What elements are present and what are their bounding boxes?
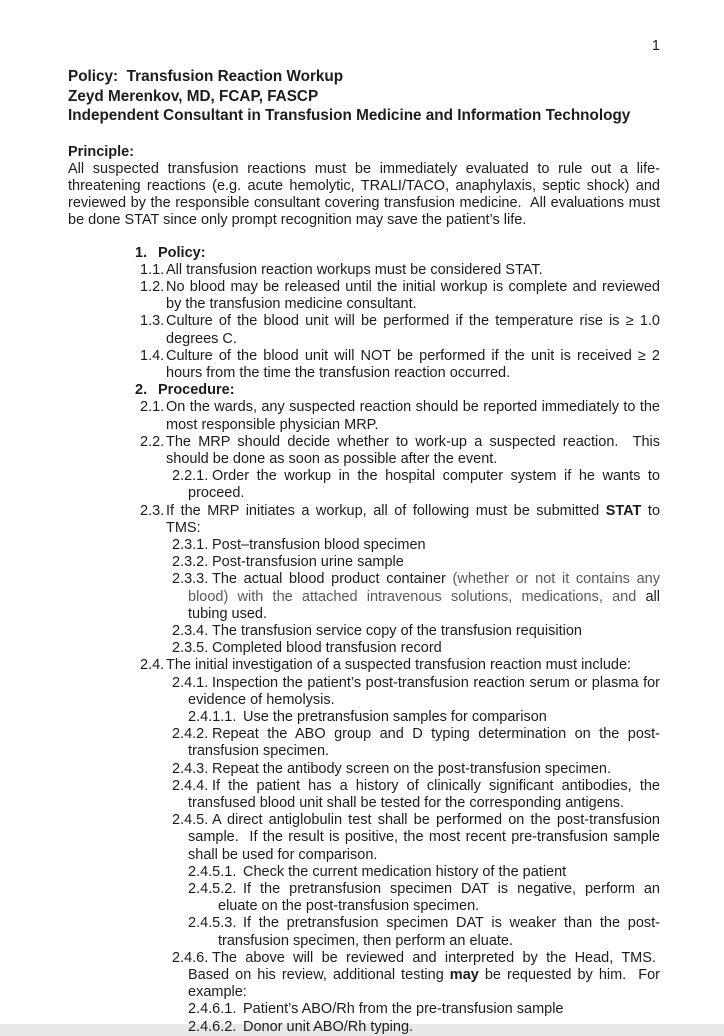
list-item-2-3-1 (172, 536, 660, 554)
list-item-text: be requested by him. For example: (188, 967, 660, 1001)
list-item-1-1 (140, 261, 660, 279)
list-item-number: 2.4.1. (172, 674, 209, 691)
list-item-2-3-5 (172, 640, 660, 657)
list-item-number: 2.2.1. (172, 468, 209, 485)
list-item-text: A direct antiglobulin test shall be performed on the post-transfusion sample. If the result is positive, the most recent pre-transfusion sample shall be used for comparison. (188, 812, 660, 863)
list-item-number: 2.3.4. (172, 622, 209, 639)
list-item-number: 2.4.5.3. (188, 915, 237, 932)
list-item-2-4-5-2 (188, 881, 660, 915)
list-item-text: Check the current medication history of the patient (243, 863, 567, 880)
list-item-text: The MRP should decide whether to work-up a suspected reaction. This should be done as soon as possible after the event. (166, 433, 660, 467)
list-item-number: 2.4.6.2. (188, 1018, 237, 1035)
list-item-text: Order the workup in the hospital computer system if he wants to proceed. (188, 468, 660, 502)
list-item-text: No blood may be released until the initial workup is complete and reviewed by the transfusion medicine consultant. (166, 278, 660, 313)
list-item-2-3-3 (172, 571, 660, 623)
list-item-1 (135, 244, 660, 262)
list-item-text: Donor unit ABO/Rh typing. (243, 1018, 414, 1035)
list-item-number: 1.2. (140, 278, 165, 295)
list-item-2-4-5-1 (188, 863, 660, 881)
list-item-text: Procedure: (158, 382, 235, 399)
principle-paragraph: All suspected transfusion reactions must be immediately evaluated to rule out a life-threatening reactions (e.g. acute hemolytic, TRALI/TACO, anaphylaxis, septic shock) and reviewed by the responsible consultant covering transfusion medicine. All evaluations must be done STAT since only prompt recognition may save the patient’s life. (68, 160, 660, 229)
list-item-2-4-5-3 (188, 915, 660, 949)
list-item-1-2 (140, 278, 660, 313)
list-item-text: STAT (605, 502, 642, 519)
list-item-2-3-4 (172, 622, 660, 640)
title-block (68, 67, 660, 126)
list-item-text: All transfusion reaction workups must be considered STAT. (166, 261, 543, 278)
list-item-number: 1. (135, 244, 148, 261)
page-number: 1 (651, 38, 660, 54)
list-item-text: Post–transfusion blood specimen (212, 536, 426, 553)
list-item-2 (135, 382, 660, 399)
list-item-text: Culture of the blood unit will be performed if the temperature rise is ≥ 1.0 degrees C. (166, 313, 660, 347)
list-item-number: 2.4.5. (172, 812, 209, 829)
list-item-2-4-2 (172, 726, 660, 760)
author-role-line: Independent Consultant in Transfusion Medicine and Information Technology (68, 107, 631, 124)
list-item-text: Post-transfusion urine sample (212, 554, 404, 571)
list-item-number: 2.4.6.1. (188, 1001, 237, 1018)
list-item-number: 2.4.3. (172, 760, 209, 777)
list-item-text: If the pretransfusion specimen DAT is negative, perform an eluate on the post-transfusion specimen. (218, 881, 660, 915)
list-item-text: Inspection the patient’s post-transfusion reaction serum or plasma for evidence of hemolysis. (188, 674, 660, 708)
list-item-text: The actual blood product container (212, 571, 453, 588)
policy-procedure-list (68, 245, 660, 1036)
list-item-2-4-5 (172, 812, 660, 864)
list-item-number: 2.4. (140, 657, 165, 674)
list-item-number: 2.4.1.1. (188, 709, 237, 725)
list-item-2-4 (140, 657, 660, 674)
list-item-number: 2.2. (140, 433, 165, 450)
list-item-number: 1.3. (140, 313, 165, 330)
principle-heading: Principle: (68, 143, 135, 160)
list-item-2-2-1 (172, 468, 660, 502)
list-item-text: The transfusion service copy of the transfusion requisition (212, 622, 582, 639)
list-item-number: 2.3. (140, 502, 165, 519)
list-item-number: 1.4. (140, 347, 165, 364)
list-item-1-4 (140, 347, 660, 382)
list-item-number: 2.3.2. (172, 554, 209, 571)
list-item-2-1 (140, 399, 660, 433)
list-item-number: 2.3.1. (172, 536, 209, 553)
list-item-text: The above will be reviewed and interpreted by the Head, TMS. Based on his review, additional testing (188, 949, 660, 984)
list-item-text: Repeat the antibody screen on the post-transfusion specimen. (212, 760, 611, 777)
list-item-number: 2. (135, 382, 148, 399)
list-item-2-4-4 (172, 777, 660, 812)
list-item-text: Use the pretransfusion samples for comparison (243, 709, 547, 725)
list-item-number: 2.4.5.2. (188, 881, 237, 898)
list-item-number: 2.4.6. (172, 949, 209, 966)
list-item-number: 2.4.4. (172, 777, 209, 794)
list-item-text: If the patient has a history of clinically significant antibodies, the transfused blood unit shall be tested for the corresponding antigens. (188, 777, 660, 812)
document-title: Policy: Transfusion Reaction Workup (68, 68, 344, 85)
list-item-text: Culture of the blood unit will NOT be performed if the unit is received ≥ 2 hours from the time the transfusion reaction occurred. (166, 347, 660, 381)
list-item-text: If the pretransfusion specimen DAT is weaker than the post-transfusion specimen, then perform an eluate. (218, 915, 660, 949)
list-item-text: (whether or not it contains any blood) with the attached intravenous solutions, medications, and (188, 571, 660, 605)
list-item-2-2 (140, 433, 660, 468)
list-item-text: The initial investigation of a suspected transfusion reaction must include: (166, 657, 632, 674)
list-item-text: Repeat the ABO group and D typing determination on the post-transfusion specimen. (188, 726, 660, 760)
list-item-number: 1.1. (140, 261, 165, 278)
list-item-number: 2.3.5. (172, 640, 209, 657)
list-item-text: If the MRP initiates a workup, all of following must be submitted (166, 502, 606, 519)
list-item-text: On the wards, any suspected reaction should be reported immediately to the most responsible physician MRP. (166, 399, 660, 433)
list-item-2-4-1-1 (188, 709, 660, 726)
list-item-2-4-6-2 (188, 1018, 660, 1036)
list-item-number: 2.4.2. (172, 726, 209, 743)
list-item-text: Patient’s ABO/Rh from the pre-transfusion sample (243, 1001, 564, 1018)
list-item-number: 2.4.5.1. (188, 863, 237, 880)
list-item-2-3 (140, 502, 661, 537)
list-item-text: all tubing used. (188, 588, 660, 622)
list-item-2-4-6-1 (188, 1001, 660, 1018)
list-item-2-4-3 (172, 760, 660, 778)
list-item-text: to TMS: (166, 502, 661, 536)
list-item-1-3 (140, 313, 660, 347)
list-item-text: Policy: (158, 244, 206, 261)
list-item-number: 2.3.3. (172, 571, 209, 588)
list-item-text: Completed blood transfusion record (212, 640, 442, 657)
list-item-number: 2.1. (140, 399, 165, 416)
author-line: Zeyd Merenkov, MD, FCAP, FASCP (68, 87, 319, 105)
list-item-2-4-1 (172, 674, 660, 709)
principle-section (68, 144, 660, 230)
list-item-2-4-6 (172, 949, 660, 1002)
list-item-text: may (449, 967, 479, 984)
list-item-2-3-2 (172, 554, 660, 571)
